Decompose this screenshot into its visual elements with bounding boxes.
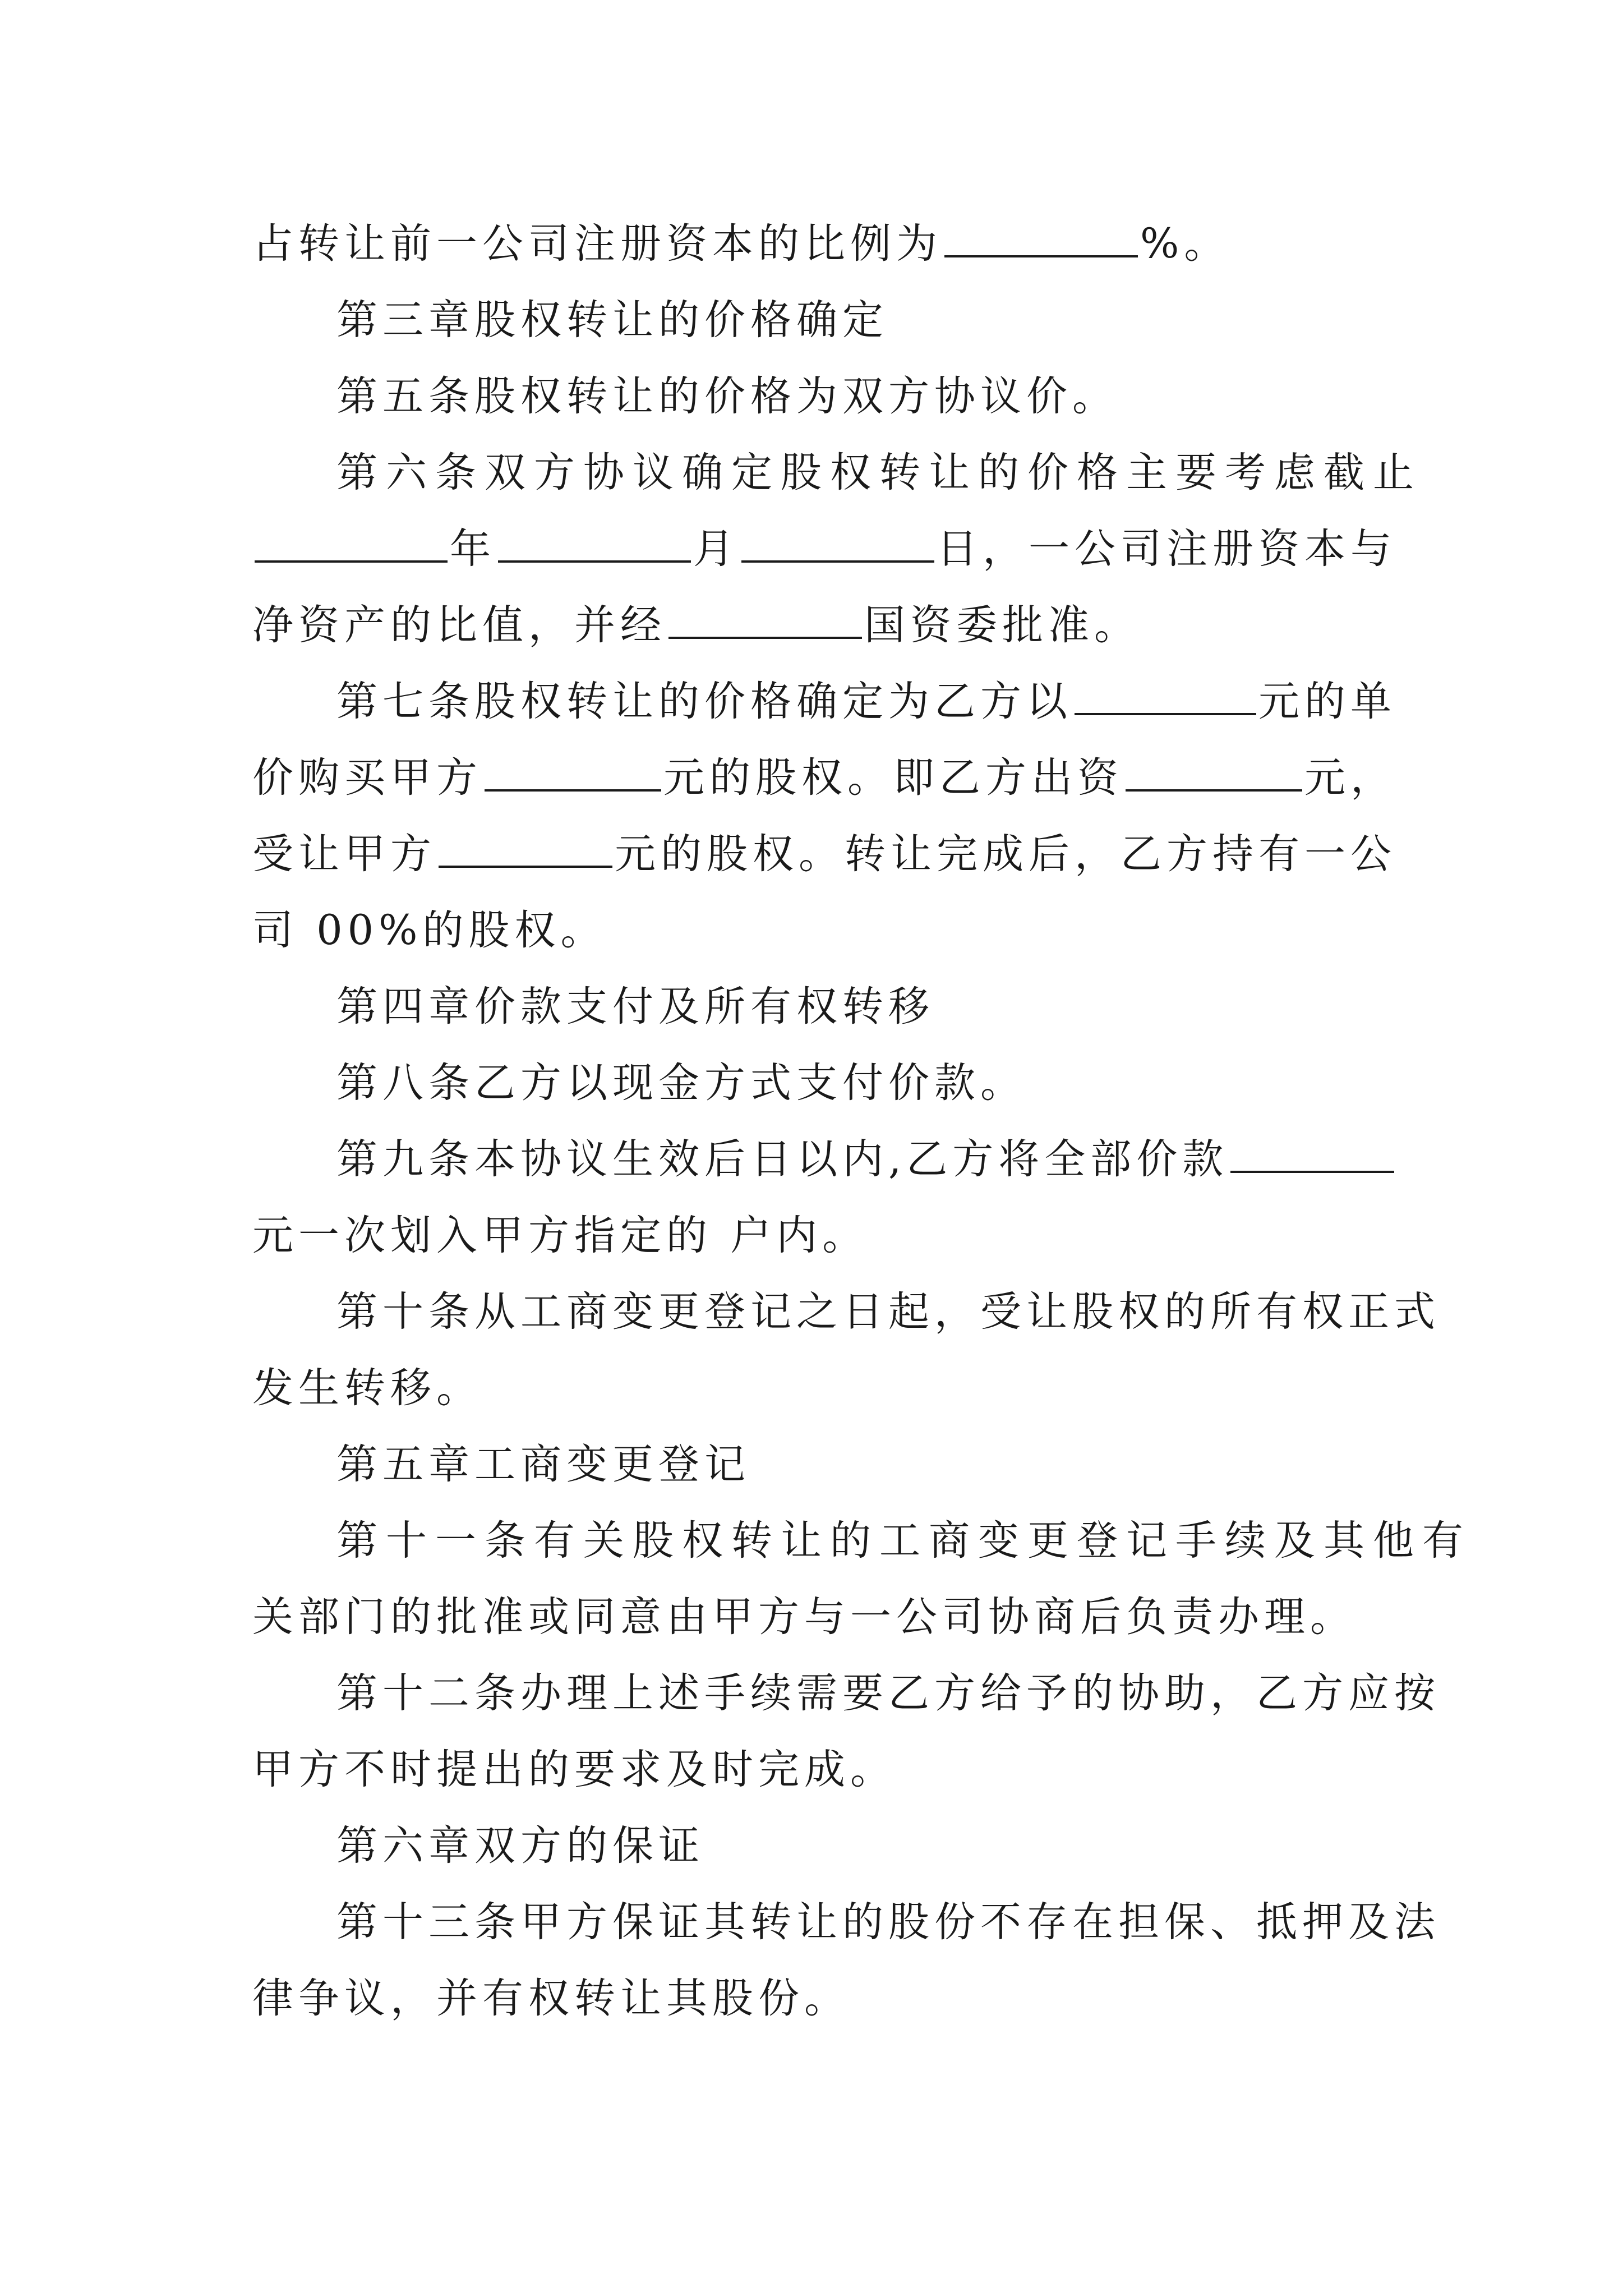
line-text: 第七条股权转让的价格确定为乙方以 bbox=[336, 678, 1072, 725]
line-text: 第八条乙方以现金方式支付价款。 bbox=[336, 1059, 1026, 1107]
fill-in-blank bbox=[1075, 674, 1256, 715]
text-line bbox=[336, 1131, 1396, 1188]
text-line bbox=[252, 750, 1396, 806]
line-text: 元， bbox=[1304, 754, 1396, 802]
text-line bbox=[336, 1284, 1440, 1340]
line-text: 发生转移。 bbox=[252, 1364, 482, 1412]
line-text: 第十三条甲方保证其转让的股份不存在担保、抵押及法 bbox=[336, 1898, 1440, 1946]
text-line bbox=[252, 1360, 1396, 1416]
text-line bbox=[252, 1971, 1396, 2027]
fill-in-blank bbox=[255, 521, 448, 563]
line-text: 第十一条有关股权转让的工商变更登记手续及其他有 bbox=[336, 1517, 1472, 1565]
line-text: 第三章股权转让的价格确定 bbox=[336, 296, 888, 344]
line-text: 司 00%的股权。 bbox=[252, 907, 607, 954]
chapter-heading bbox=[336, 1437, 1396, 1493]
text-line bbox=[336, 1665, 1440, 1722]
text-line bbox=[252, 216, 1396, 272]
line-text: 第六章双方的保证 bbox=[336, 1822, 704, 1870]
fill-in-blank bbox=[498, 521, 691, 563]
text-line bbox=[252, 597, 1396, 654]
text-line bbox=[252, 826, 1396, 882]
text-line bbox=[336, 445, 1422, 501]
line-text: 第十二条办理上述手续需要乙方给予的协助，乙方应按 bbox=[336, 1669, 1440, 1717]
line-text: 元一次划入甲方指定的 户内。 bbox=[252, 1212, 869, 1259]
line-text: 日，一公司注册资本与 bbox=[937, 525, 1396, 573]
line-text: 第十条从工商变更登记之日起，受让股权的所有权正式 bbox=[336, 1288, 1440, 1336]
line-text: 第六条双方协议确定股权转让的价格主要考虑截止 bbox=[336, 449, 1422, 496]
chapter-heading bbox=[336, 1818, 1396, 1874]
line-text: 关部门的批准或同意由甲方与一公司协商后负责办理。 bbox=[252, 1593, 1356, 1641]
line-text: 年 bbox=[450, 525, 496, 573]
line-text: 第九条本协议生效后日以内,乙方将全部价款 bbox=[336, 1135, 1229, 1183]
line-text: 元的股权。转让完成后，乙方持有一公 bbox=[615, 830, 1396, 878]
line-text: 律争议，并有权转让其股份。 bbox=[252, 1975, 850, 2022]
line-text: 国资委批准。 bbox=[864, 601, 1140, 649]
line-text: 受让甲方 bbox=[252, 830, 436, 878]
line-text: 第五章工商变更登记 bbox=[336, 1441, 750, 1488]
text-line bbox=[252, 521, 1396, 577]
text-line bbox=[336, 1894, 1440, 1950]
line-text: 元的股权。即乙方出资 bbox=[663, 754, 1123, 802]
fill-in-blank bbox=[668, 597, 862, 639]
fill-in-blank bbox=[1230, 1131, 1394, 1173]
line-text: 净资产的比值，并经 bbox=[252, 601, 666, 649]
line-text: 占转让前一公司注册资本的比例为 bbox=[252, 220, 942, 268]
text-line bbox=[252, 903, 1396, 959]
fill-in-blank bbox=[439, 826, 612, 868]
chapter-heading bbox=[336, 979, 1396, 1035]
line-text: %。 bbox=[1140, 220, 1230, 268]
line-text: 月 bbox=[693, 525, 739, 573]
line-text: 第四章价款支付及所有权转移 bbox=[336, 983, 934, 1030]
text-line bbox=[252, 1208, 1396, 1264]
text-line bbox=[252, 1742, 1396, 1798]
text-line bbox=[336, 369, 1396, 425]
fill-in-blank bbox=[741, 521, 934, 563]
text-line bbox=[252, 1589, 1396, 1645]
line-text: 甲方不时提出的要求及时完成。 bbox=[252, 1746, 896, 1793]
text-line bbox=[336, 1513, 1472, 1569]
fill-in-blank bbox=[944, 216, 1138, 257]
line-text: 价购买甲方 bbox=[252, 754, 482, 802]
text-line bbox=[336, 1055, 1396, 1111]
text-line bbox=[336, 674, 1396, 730]
fill-in-blank bbox=[485, 750, 661, 792]
fill-in-blank bbox=[1126, 750, 1302, 792]
chapter-heading bbox=[336, 292, 1396, 348]
line-text: 第五条股权转让的价格为双方协议价。 bbox=[336, 372, 1118, 420]
line-text: 元的单 bbox=[1258, 678, 1396, 725]
